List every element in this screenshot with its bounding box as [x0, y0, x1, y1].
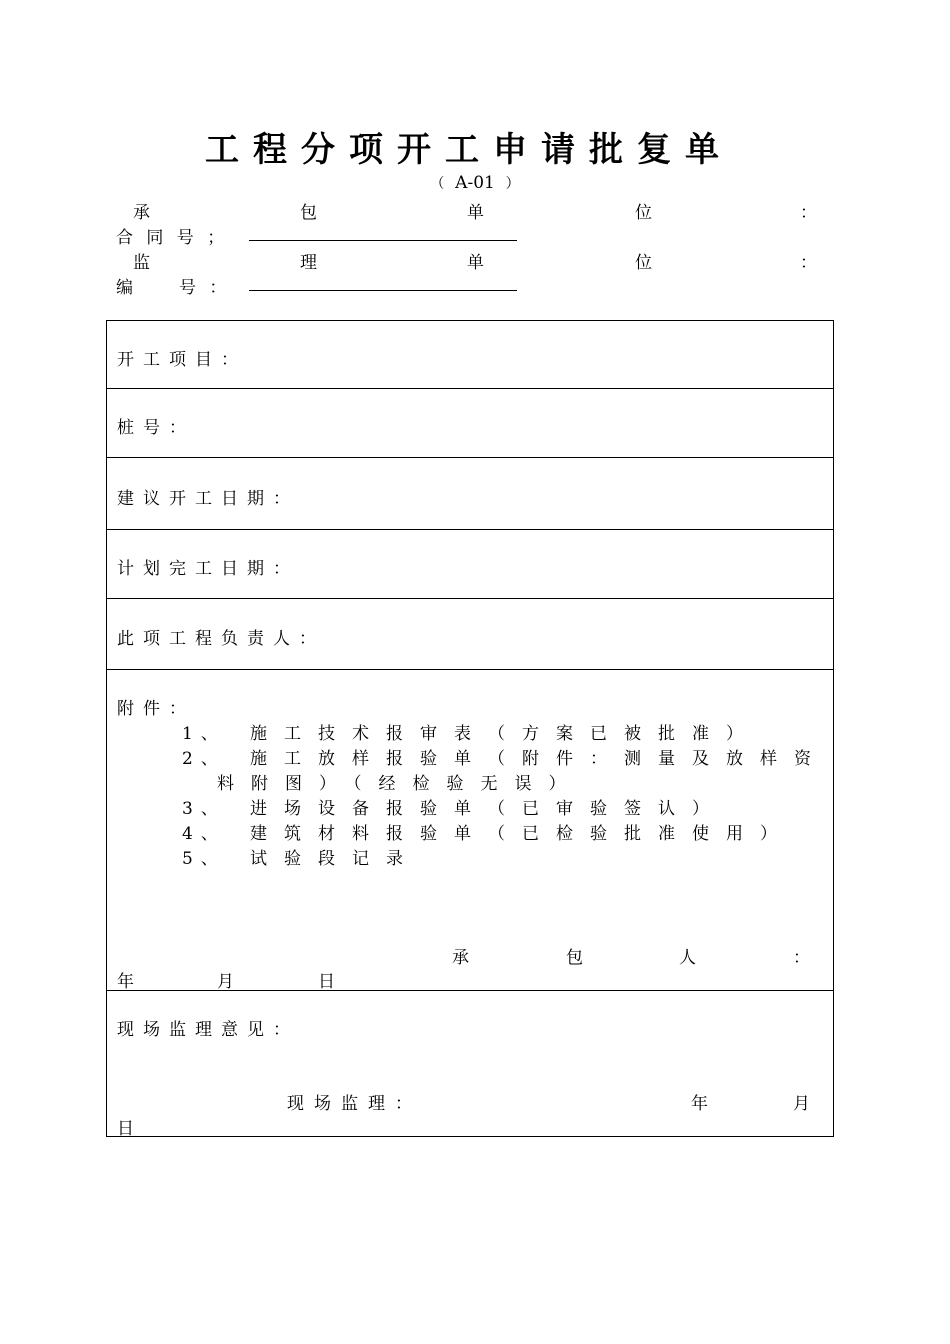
- attachment-item: 施工放样报验单（附件：测量及放样资: [250, 749, 828, 769]
- contractor-sign-char-3: 人: [679, 948, 696, 968]
- site-date-year: 年: [691, 1094, 708, 1114]
- pile-number-label: 桩号：: [117, 418, 195, 438]
- contractor-sign-char-4: ：: [793, 948, 810, 968]
- contractor-char-4: 位: [635, 203, 652, 223]
- attachments-label: 附件：: [117, 699, 195, 719]
- supervisor-char-4: 位: [635, 253, 652, 273]
- row-divider: [107, 598, 833, 599]
- code-close-paren: ）: [505, 176, 520, 192]
- number-field[interactable]: [249, 290, 517, 291]
- site-date-month: 月: [793, 1094, 810, 1114]
- row-divider: [107, 529, 833, 530]
- contractor-sign-char-2: 包: [566, 948, 583, 968]
- attachment-number: 4、: [182, 824, 226, 844]
- sign-date-month: 月: [217, 972, 234, 992]
- attachment-item: 试验段记录: [250, 849, 420, 869]
- contractor-char-5: ：: [800, 203, 817, 223]
- responsible-person-label: 此项工程负责人：: [117, 629, 325, 649]
- contractor-char-2: 包: [300, 203, 317, 223]
- attachment-item: 施工技术报审表（方案已被批准）: [250, 724, 760, 744]
- site-opinion-label: 现场监理意见：: [117, 1020, 299, 1040]
- attachment-item-continued: 料附图）（经检验无误）: [217, 774, 583, 794]
- supervisor-char-3: 单: [467, 253, 484, 273]
- contract-no-field[interactable]: [249, 240, 517, 241]
- site-date-day: 日: [117, 1119, 134, 1139]
- proposed-start-date-label: 建议开工日期：: [117, 489, 299, 509]
- row-divider: [107, 457, 833, 458]
- number-label: 编 号 ：: [116, 278, 231, 298]
- start-project-label: 开工项目：: [117, 350, 247, 370]
- planned-finish-date-label: 计划完工日期：: [117, 559, 299, 579]
- supervisor-char-2: 理: [300, 253, 317, 273]
- contractor-char-1: 承: [133, 203, 150, 223]
- approval-form-table: [106, 320, 834, 1137]
- site-supervisor-label: 现场监理：: [287, 1094, 422, 1114]
- attachment-number: 2、: [182, 749, 226, 769]
- code-open-paren: （: [430, 176, 445, 192]
- document-title: 工程分项开工申请批复单: [205, 130, 733, 170]
- attachment-number: 5、: [182, 849, 226, 869]
- contractor-sign-char-1: 承: [452, 948, 469, 968]
- row-divider: [107, 388, 833, 389]
- supervisor-char-5: ：: [800, 253, 817, 273]
- attachment-item: 进场设备报验单（已审验签认）: [250, 799, 726, 819]
- contract-no-label: 合 同 号 ；: [116, 228, 229, 248]
- sign-date-day: 日: [318, 972, 335, 992]
- code-text: A-01: [455, 173, 495, 193]
- attachment-item: 建筑材料报验单（已检验批准使用）: [250, 824, 794, 844]
- attachment-number: 1、: [182, 724, 226, 744]
- sign-date-year: 年: [117, 972, 134, 992]
- contractor-char-3: 单: [467, 203, 484, 223]
- attachment-number: 3、: [182, 799, 226, 819]
- supervisor-char-1: 监: [133, 253, 150, 273]
- form-code: [0, 173, 950, 193]
- row-divider: [107, 669, 833, 670]
- row-divider: [107, 990, 833, 991]
